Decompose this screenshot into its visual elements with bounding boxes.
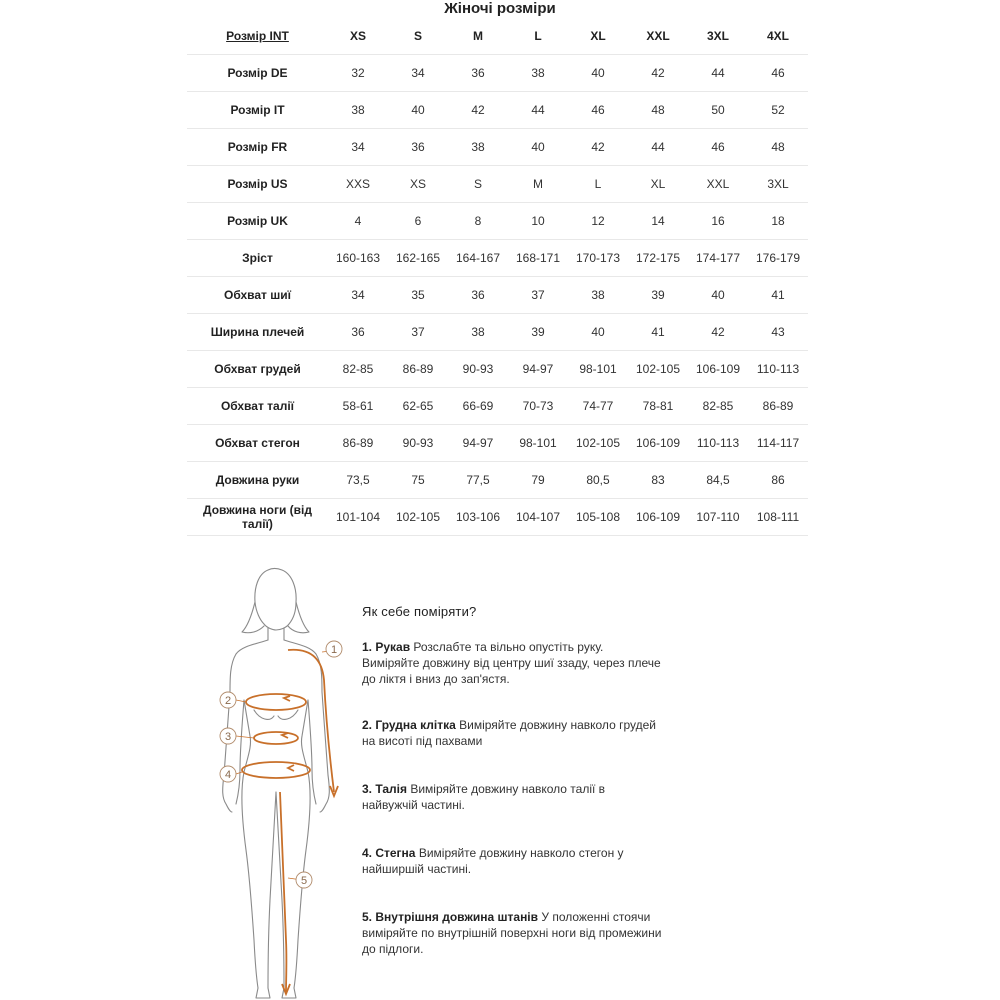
row-label: Ширина плечей [187,314,328,351]
table-cell: 84,5 [688,462,748,499]
table-cell: 110-113 [688,425,748,462]
woman-silhouette-illustration [210,560,360,1000]
step-text: Розслабте та вільно опустіть руку. Виміряйте довжину від центру шиї ззаду, через плече до ліктя і вниз до зап'ястя. [362,640,661,686]
table-cell: 14 [628,203,688,240]
table-cell: 37 [388,314,448,351]
table-cell: 48 [628,92,688,129]
table-cell: 73,5 [328,462,388,499]
column-header: 3XL [688,18,748,55]
table-cell: 94-97 [508,351,568,388]
table-cell: 46 [688,129,748,166]
row-label: Розмір IT [187,92,328,129]
step-title: 5. Внутрішня довжина штанів [362,910,539,924]
table-cell: 46 [748,55,808,92]
table-cell: 106-109 [688,351,748,388]
table-cell: 36 [448,55,508,92]
table-cell: 103-106 [448,499,508,536]
table-cell: 82-85 [328,351,388,388]
table-cell: 52 [748,92,808,129]
row-label: Обхват шиї [187,277,328,314]
table-cell: 43 [748,314,808,351]
table-cell: 78-81 [628,388,688,425]
table-row [187,388,808,425]
table-cell: 86-89 [388,351,448,388]
table-cell: 102-105 [388,499,448,536]
table-cell: 40 [568,314,628,351]
table-cell: 114-117 [748,425,808,462]
table-cell: 40 [568,55,628,92]
marker-5 [296,872,312,888]
table-cell: 162-165 [388,240,448,277]
table-cell: 104-107 [508,499,568,536]
table-cell: 80,5 [568,462,628,499]
table-cell: 75 [388,462,448,499]
column-header: 4XL [748,18,808,55]
table-cell: 16 [688,203,748,240]
table-row [187,55,808,92]
svg-text:3: 3 [224,731,232,743]
row-label: Обхват грудей [187,351,328,388]
row-label: Розмір FR [187,129,328,166]
table-cell: 58-61 [328,388,388,425]
row-label: Обхват стегон [187,425,328,462]
table-row [187,129,808,166]
table-row [187,462,808,499]
table-row [187,499,808,536]
table-cell: 40 [388,92,448,129]
table-cell: 37 [508,277,568,314]
waist-measure-loop [254,732,298,744]
table-cell: M [508,166,568,203]
marker-3 [220,728,236,744]
table-cell: 38 [508,55,568,92]
table-cell: 36 [448,277,508,314]
table-cell: 12 [568,203,628,240]
table-cell: 70-73 [508,388,568,425]
table-cell: 106-109 [628,425,688,462]
svg-text:1: 1 [330,644,338,656]
table-cell: 90-93 [448,351,508,388]
instruction-step-inseam [362,909,662,957]
table-cell: 3XL [748,166,808,203]
table-cell: 62-65 [388,388,448,425]
table-row [187,166,808,203]
instruction-step-hips [362,845,662,877]
step-title: 1. Рукав [362,640,411,654]
table-cell: 108-111 [748,499,808,536]
table-cell: 102-105 [628,351,688,388]
table-cell: 41 [748,277,808,314]
table-header-row [187,18,808,55]
instruction-step-waist [362,781,662,813]
table-cell: 38 [448,314,508,351]
table-cell: 164-167 [448,240,508,277]
column-header: L [508,18,568,55]
chest-arrow-icon [284,696,290,701]
table-row [187,351,808,388]
row-label: Довжина руки [187,462,328,499]
step-text: Виміряйте довжину навколо талії в найвужчій частині. [362,782,606,812]
svg-text:2: 2 [224,695,232,707]
column-header: XL [568,18,628,55]
table-cell: 86 [748,462,808,499]
table-row [187,203,808,240]
table-cell: 4 [328,203,388,240]
table-cell: S [448,166,508,203]
table-cell: XL [628,166,688,203]
table-cell: 6 [388,203,448,240]
table-cell: 42 [568,129,628,166]
step-title: 2. Грудна клітка [362,718,456,732]
table-cell: 44 [508,92,568,129]
step-text: У положенні стоячи виміряйте по внутрішній поверхні ноги від промежини до підлоги. [362,910,662,956]
column-header: S [388,18,448,55]
table-cell: 34 [328,277,388,314]
instruction-step-sleeve [362,639,662,687]
table-cell: 66-69 [448,388,508,425]
chest-measure-loop [246,694,306,710]
table-row [187,240,808,277]
row-label: Розмір UK [187,203,328,240]
table-cell: 168-171 [508,240,568,277]
table-cell: 42 [688,314,748,351]
table-cell: 176-179 [748,240,808,277]
step-text: Виміряйте довжину навколо грудей на висоті під пахвами [362,718,656,748]
row-label: Зріст [187,240,328,277]
step-text: Виміряйте довжину навколо стегон у найширшій частині. [362,846,624,876]
table-row [187,277,808,314]
instruction-step-chest [362,717,662,749]
row-label: Довжина ноги (від талії) [187,499,328,536]
table-cell: 83 [628,462,688,499]
marker-4 [220,766,236,782]
table-cell: 40 [508,129,568,166]
table-cell: 38 [448,129,508,166]
table-cell: 82-85 [688,388,748,425]
hips-arrow-icon [288,765,294,771]
table-cell: 42 [448,92,508,129]
table-row [187,314,808,351]
row-label: Обхват талії [187,388,328,425]
step-title: 3. Талія [362,782,408,796]
table-cell: 18 [748,203,808,240]
table-body [187,55,808,536]
table-cell: 102-105 [568,425,628,462]
row-label: Розмір DE [187,55,328,92]
table-cell: 32 [328,55,388,92]
table-cell: 94-97 [448,425,508,462]
table-cell: 105-108 [568,499,628,536]
measurement-lines [242,650,338,994]
waist-arrow-icon [282,733,288,738]
svg-text:4: 4 [224,769,232,781]
column-header: XXL [628,18,688,55]
header-label-int: Розмір INT [187,18,328,55]
table-cell: 160-163 [328,240,388,277]
svg-text:5: 5 [300,875,308,887]
table-cell: 172-175 [628,240,688,277]
table-cell: 39 [628,277,688,314]
table-cell: 34 [328,129,388,166]
table-cell: 38 [568,277,628,314]
table-cell: 48 [748,129,808,166]
silhouette-outline [223,569,330,999]
table-cell: 98-101 [508,425,568,462]
row-label: Розмір US [187,166,328,203]
table-cell: 10 [508,203,568,240]
table-cell: 101-104 [328,499,388,536]
table-cell: 41 [628,314,688,351]
table-cell: XXS [328,166,388,203]
table-cell: 40 [688,277,748,314]
table-cell: 110-113 [748,351,808,388]
table-cell: 35 [388,277,448,314]
table-cell: 77,5 [448,462,508,499]
table-cell: XS [388,166,448,203]
table-cell: 98-101 [568,351,628,388]
marker-2 [220,692,236,708]
table-cell: 90-93 [388,425,448,462]
table-cell: 42 [628,55,688,92]
marker-1 [326,641,342,657]
size-chart-table [187,18,808,536]
table-cell: 86-89 [328,425,388,462]
hips-measure-loop [242,762,310,778]
column-header: XS [328,18,388,55]
table-cell: 106-109 [628,499,688,536]
table-cell: 46 [568,92,628,129]
how-to-measure-heading: Як себе поміряти? [362,604,477,619]
table-cell: L [568,166,628,203]
table-cell: 79 [508,462,568,499]
body-measurement-figure [210,560,360,1000]
table-cell: 44 [688,55,748,92]
table-cell: 74-77 [568,388,628,425]
table-cell: 34 [388,55,448,92]
step-title: 4. Стегна [362,846,416,860]
column-header: M [448,18,508,55]
table-cell: 8 [448,203,508,240]
table-cell: 170-173 [568,240,628,277]
table-cell: 39 [508,314,568,351]
sleeve-measure-line [288,650,334,792]
page-title: Жіночі розміри [444,0,556,17]
table-cell: 174-177 [688,240,748,277]
table-cell: 36 [388,129,448,166]
table-cell: 44 [628,129,688,166]
table-cell: 36 [328,314,388,351]
table-cell: XXL [688,166,748,203]
inseam-measure-line [280,792,286,992]
table-cell: 107-110 [688,499,748,536]
table-row [187,425,808,462]
table-cell: 50 [688,92,748,129]
table-cell: 38 [328,92,388,129]
table-cell: 86-89 [748,388,808,425]
table-row [187,92,808,129]
